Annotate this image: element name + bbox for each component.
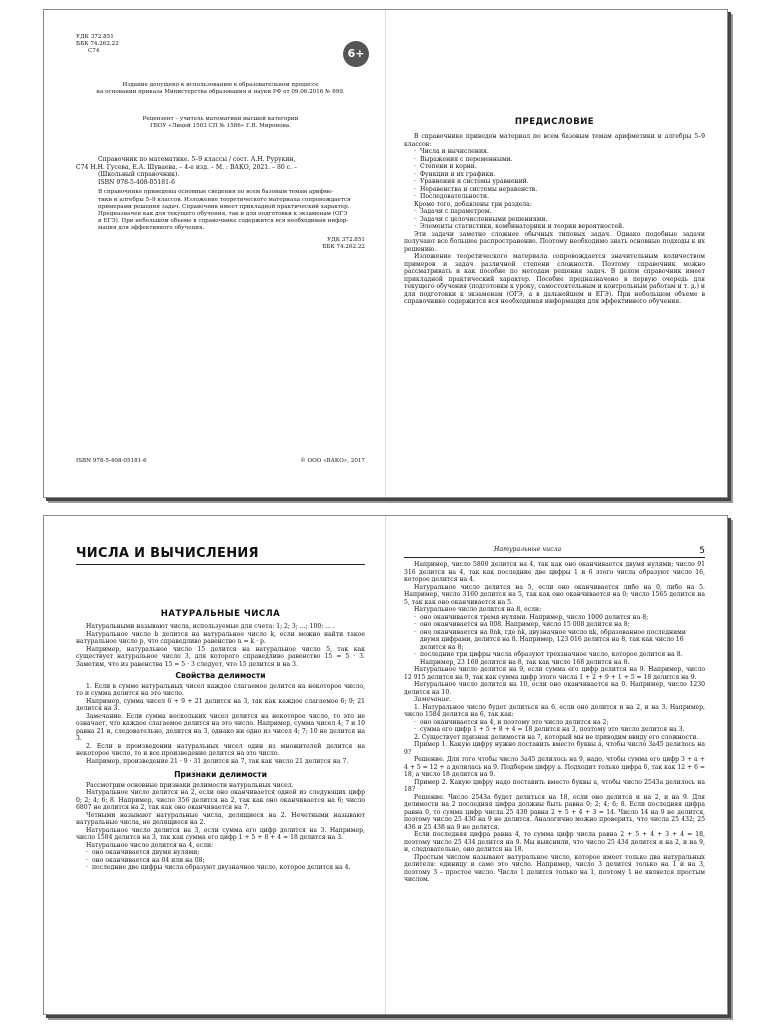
section-title: НАТУРАЛЬНЫЕ ЧИСЛА	[160, 609, 281, 619]
approval-line: на основании приказа Министерства образования и науки РФ от 09.06.2016 № 699.	[96, 88, 345, 95]
annotation-line: В справочнике приведены основные сведения по всем базовым темам арифме-	[98, 189, 334, 196]
classification-block	[76, 34, 365, 56]
approval-line: Издание допущено к использованию в образовательном процессе	[122, 81, 319, 88]
annotation-line: тики и алгебры 5–9 классов. Изложение теоретического материала сопровождается	[98, 196, 351, 203]
paragraph: Натуральное число делится на 8, если:	[414, 606, 542, 613]
imprint-page	[44, 10, 385, 497]
author-code: С74	[88, 48, 100, 55]
reviewer-line: ГБОУ «Лицей 1503 СП № 1586» Г.В. Миронова.	[150, 123, 291, 130]
paragraph: Например, число 5800 делится на 4, так как оно оканчивается двумя нулями; число 91 316 делится на 4, так как последние две цифры 1 и 6 этого числа образуют число 16, которое делится на 4.	[404, 561, 705, 583]
list-item: · оно оканчивается тремя нулями. Например, число 1000 делится на 8;	[414, 614, 705, 622]
paragraph: Рассмотрим основные признаки делимости натуральных чисел.	[86, 781, 294, 789]
bibliographic-record	[76, 156, 365, 186]
paragraph: Замечание. Если сумма нескольких чисел делится на некоторое число, то это не означает, что каждое слагаемое делится на это число. Например, сумма чисел 4; 7 и 10 равна 21 и, следовательно, делится на 3, однако ни одно из чисел 4; 7; 10 не делится на 3.	[76, 712, 365, 742]
chapter-rule	[76, 564, 365, 565]
subsection-title: Признаки делимости	[174, 770, 267, 779]
imprint-footer	[76, 458, 365, 465]
paragraph: Натуральное число делится на 3, если сумма его цифр делится на 3. Например, число 1584 делится на 3, так как сумма его цифр 1 + 5 + 8 + 4 = 18 делится на 3.	[76, 826, 365, 841]
sections-intro: Кроме того, добавлены три раздела:	[414, 200, 532, 208]
page-4	[44, 516, 385, 1014]
page-number: 5	[699, 546, 705, 556]
divisibility-8-list	[404, 614, 705, 667]
paragraph: Натуральное число делится на 9, если сумма его цифр делится на 9. Например, число 12 915 делится на 9, так как сумма цифр этого числа 1 + 2 + 9 + 1 + 5 = 18 делится на 9.	[404, 666, 705, 681]
biblio-line: (Школьный справочник).	[98, 171, 180, 179]
topics-list	[404, 148, 705, 201]
list-item: · оно оканчивается на 008. Например, число 15 008 делится на 8;	[414, 621, 705, 629]
approval-note	[76, 82, 365, 96]
preface-heading: ПРЕДИСЛОВИЕ	[514, 117, 595, 127]
subsection-title: Свойства делимости	[175, 671, 266, 680]
paragraph: Натуральное число делится на 4, если:	[86, 841, 214, 849]
annotation-line: Предназначен как для текущего обучения, так и для подготовки к экзаменам (ОГЭ	[98, 211, 348, 218]
chapter-title: ЧИСЛА И ВЫЧИСЛЕНИЯ	[76, 546, 259, 561]
list-item: · Числа и вычисления.	[414, 148, 705, 156]
preface-paragraph: Эти задачи заметно сложнее обычных типовых задач. Однако подобные задачи получают все большее распространение. Поэтому необходимо знать основные подходы к их решению.	[404, 230, 705, 253]
list-item: · сумма его цифр 1 + 5 + 8 + 4 = 18 делится на 3, поэтому это число делится на 3.	[414, 726, 705, 734]
list-item: · последние две цифры числа образуют двузначное число, которое делится на 4.	[86, 864, 365, 872]
paragraph: Натуральными называют числа, используемые для счета: 1; 2; 3; ...; 100; ... .	[86, 623, 335, 630]
paragraph: 2. Если в произведении натуральных чисел один из множителей делится на некоторое число, то и все произведение делится на это число.	[76, 742, 365, 757]
preface-paragraph: Изложение теоретического материала сопровождается значительным количеством примеров и задач различной степени сложности. Поэтому справочник можно рассматривать и как пособие по методам решения задач. В целом справочник имеет прикладной практический характер. Пособие предназначено в первую очередь для текущего обучения (подготовки к уроку, самостоятельным и контрольным работам и т. д.) и для подготовки к экзаменам (ОГЭ, а в дальнейшем и ЕГЭ). При небольшом объеме в справочнике содержится вся необходимая информация для эффективного обучения.	[404, 253, 705, 305]
list-item: · Элементы статистики, комбинаторики и теории вероятностей.	[414, 223, 705, 231]
biblio-line: С74 Н.Н. Гусева, Е.А. Шуваева. – 4-е изд. – М. : ВАКО, 2021. – 80 с. –	[76, 163, 298, 171]
paragraph: Натуральное число делится на 10, если оно оканчивается на 0. Например, число 1230 делится на 10.	[404, 681, 705, 696]
prime-definition: Простым числом называют натуральное число, которое имеет только два натуральных делителя: единицу и само это число. Например, число 3 делится только на 1 и на 3, поэтому 3 – простое число. Число 1 делится только на 1, поэтому 1 не является простым числом.	[404, 853, 705, 883]
list-item: · Задачи с целочисленными решениями.	[414, 216, 705, 224]
list-item: · Уравнения и системы уравнений.	[414, 178, 705, 186]
paragraph: 2. Существует признак делимости на 7, который мы не приводим ввиду его сложности.	[414, 733, 699, 741]
spread-title-and-preface	[43, 9, 728, 498]
annotation	[76, 189, 365, 232]
divisibility-4-list	[76, 849, 365, 872]
sections-list	[404, 208, 705, 231]
age-rating-badge: 6+	[343, 41, 369, 67]
annotation-line: мация для эффективного обучения.	[98, 225, 205, 232]
note-label: Замечание.	[414, 696, 451, 703]
bbk-code: ББК 74.262.22	[76, 41, 119, 48]
list-item: · оно оканчивается на 04 или на 08;	[86, 857, 365, 865]
list-item: · оно оканчивается на 4, и поэтому это число делится на 2;	[414, 719, 705, 727]
paragraph: Четными называют натуральные числа, делящиеся на 2. Нечетными называют натуральные числа, не делящиеся на 2.	[76, 811, 365, 826]
list-item: · Последовательности.	[414, 193, 705, 201]
solution-1: Решение. Для того чтобы число 3a45 делилось на 9, надо, чтобы сумма его цифр 3 + a + 4 + 5 = 12 + a делилась на 9. Подберем цифру a. Подходит только цифра 6, так как 12 + 6 = 18, а число 18 делится на 9.	[404, 756, 705, 778]
udk-code: УДК 372.851	[76, 34, 114, 40]
list-item: · Задачи с параметром.	[414, 208, 705, 216]
solution-2: Решение. Число 2543a будет делиться на 18, если оно делится и на 2, и на 9. Для делимости на 2 последняя цифра должны быть равна 0; 2; 4; 6; 8. Если последняя цифра равна 0, то сумма цифр числа 25 430 равна 2 + 5 + 4 + 3 = 14. Число 14 на 9 не делится, поэтому число 25 430 на 9 не делится. Аналогично можно проверить, что числа 25 432; 25 436 и 25 438 на 9 не делятся.	[404, 793, 705, 831]
list-item: · оно оканчивается на 0nk, где nk, двузначное число nk, образованное последними двумя цифрами, делится на 8. Например, 123 016 делится на 8, так как число 16 делится на 8;	[414, 629, 705, 652]
paragraph: Если последняя цифра равна 4, то сумма цифр числа равна 2 + 5 + 4 + 3 + 4 = 18, поэтому число 25 434 делится на 9. Мы выяснили, что число 25 434 делится и на 2, и на 9, и, следовательно, оно делится на 18.	[404, 831, 705, 853]
annotation-line: и ЕГЭ). При небольшом объеме в справочнике содержится вся необходимая инфор-	[98, 218, 349, 225]
paragraph: 1. Если в сумме натуральных чисел каждое слагаемое делится на некоторое число, то и сумма делится на это число.	[76, 682, 365, 697]
paragraph: Например, сумма чисел 6 + 9 + 21 делится на 3, так как каждое слагаемое 6; 9; 21 делится на 3.	[76, 697, 365, 712]
list-item: · оно оканчивается двумя нулями;	[86, 849, 365, 857]
spread-natural-numbers	[43, 515, 728, 1015]
preface-intro: В справочнике приведен материал по всем базовым темам арифметики и алгебры 5–9 классов:	[404, 133, 705, 148]
paragraph: Натуральное число b делится на натуральное число k, если можно найти такое натуральное число p, что справедливо равенство n = k · p.	[76, 630, 365, 645]
running-header	[404, 546, 705, 558]
classification-block-2	[76, 237, 365, 251]
list-item: · Неравенства и системы неравенств.	[414, 186, 705, 194]
example-2: Пример 2. Какую цифру надо поставить вместо буквы a, чтобы число 2543a делилось на 18?	[404, 778, 705, 793]
divisibility-6-list	[404, 719, 705, 734]
udk-code: УДК 372.851	[327, 236, 365, 243]
paragraph: Например, натуральное число 15 делится на натуральное число 5, так как существует натуральное число 3, для которого справедливо равенство 15 = 5 · 3. Заметим, что из равенства 15 = 5 · 3 следует, что 15 делится и на 3.	[76, 645, 365, 668]
list-item: · последние три цифры числа образуют трехзначное число, которое делится на 8. Например, 23 168 делится на 8, так как число 168 делится на 8.	[414, 651, 705, 666]
list-item: · Выражения с переменными.	[414, 156, 705, 164]
annotation-line: примерами решения задач. Справочник имеет прикладной практический характер.	[98, 203, 350, 210]
reviewer-note	[76, 116, 365, 130]
example-1: Пример 1. Какую цифру нужно поставить вместо буквы a, чтобы число 3a45 делилось на 9?	[404, 741, 705, 756]
preface-page	[386, 10, 727, 497]
bbk-code: ББК 74.262.22	[322, 243, 365, 250]
list-item: · Функции и их графики.	[414, 171, 705, 179]
paragraph: 1. Натуральное число будет делиться на 6, если оно делится и на 2, и на 3. Например, число 1584 делится на 6, так как:	[404, 703, 705, 718]
list-item: · Степени и корни.	[414, 163, 705, 171]
biblio-line: Справочник по математике. 5–9 классы / сост. А.Н. Рурукин,	[98, 156, 296, 164]
footer-isbn: ISBN 978-5-408-05181-6	[76, 457, 147, 464]
reviewer-line: Рецензент – учитель математики высшей категории	[142, 116, 299, 123]
paragraph: Например, произведение 21 · 9 · 31 делится на 7, так как число 21 делится на 7.	[86, 757, 349, 765]
copyright: © ООО «ВАКО», 2017	[300, 457, 365, 464]
running-head-title: Натуральные числа	[494, 546, 562, 553]
isbn: ISBN 978-5-408-05181-6	[98, 178, 175, 186]
paragraph: Натуральное число делится на 5, если оно оканчивается либо на 0, либо на 5. Например, число 3160 делится на 5, так как оно оканчивается на 0; число 1565 делится на 5, так как оно оканчивается на 5.	[404, 583, 705, 606]
paragraph: Натуральное число делится на 2, если оно оканчивается одной из следующих цифр 0; 2; 4; 6; 8. Например, число 356 делится на 2, так как оно оканчивается на 6; число 6807 не делится на 2, так как оно оканчивается на 7.	[76, 789, 365, 811]
page-5	[386, 516, 727, 1014]
